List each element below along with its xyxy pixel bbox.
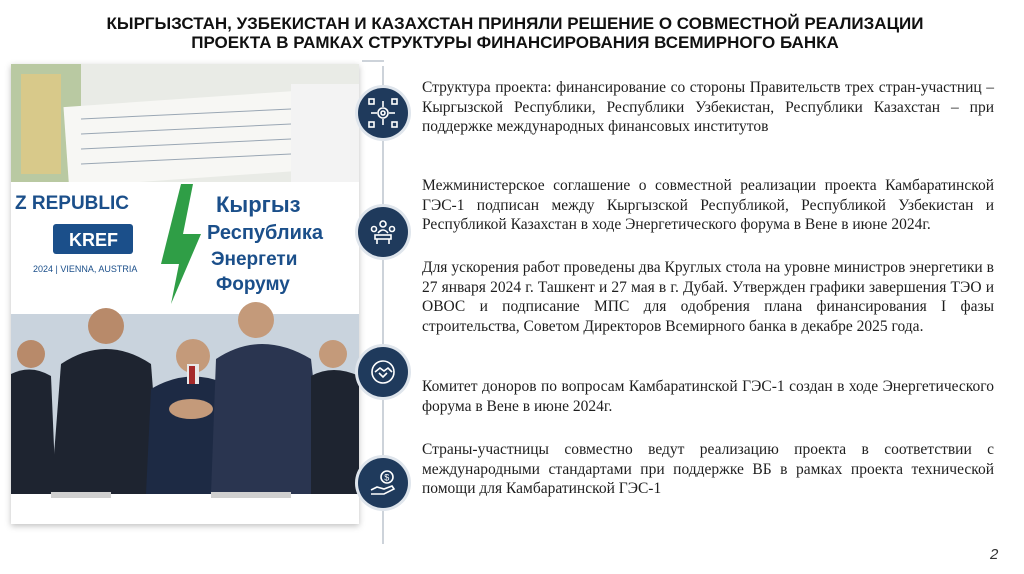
- section-donors-text: Комитет доноров по вопросам Камбаратинской ГЭС-1 создан в ходе Энергетического форума в Вене в июне 2024г.: [422, 378, 994, 415]
- signing-photo: [11, 64, 359, 524]
- money-hand-icon: [358, 458, 408, 508]
- banner-left-2: KREF: [69, 230, 118, 250]
- section-structure-text: Структура проекта: финансирование со стороны Правительств трех стран-участниц – Кыргызской Республики, Республики Узбекистан, Республики Казахстан – при поддержке международных финансовых институтов: [422, 79, 994, 135]
- page-title: [20, 14, 1010, 52]
- page-number: 2: [990, 546, 999, 563]
- banner-right-4: Форуму: [216, 274, 290, 295]
- svg-text:$: $: [384, 472, 390, 483]
- banner-left-3: 2024 | VIENNA, AUSTRIA: [33, 264, 138, 274]
- banner-left-1: Z REPUBLIC: [15, 193, 129, 214]
- section-roundtables-text: Для ускорения работ проведены два Круглых стола на уровне министров энергетики в 27 января 2024 г. Ташкент и 27 мая в г. Дубай. Утвержден графики завершения ТЭО и ОВОС и подписание МПС для одобрения плана финансирования I фазы строительства, Советом Директоров Всемирного банка в декабре 2025 года.: [422, 259, 994, 335]
- meeting-people-icon: [358, 207, 408, 257]
- handshake-icon: [358, 347, 408, 397]
- timeline-top-bar: [362, 60, 384, 62]
- section-agreement-text: Межминистерское соглашение о совместной реализации проекта Камбаратинской ГЭС-1 подписан между Кыргызской Республикой, Республикой Узбекистан и Республикой Казахстан в ходе Энергетического форума в Вене в июне 2024г.: [422, 177, 994, 233]
- title-line-1: КЫРГЫЗСТАН, УЗБЕКИСТАН И КАЗАХСТАН ПРИНЯЛИ РЕШЕНИЕ О СОВМЕСТНОЙ РЕАЛИЗАЦИИ: [106, 14, 924, 33]
- network-gear-icon: [358, 88, 408, 138]
- banner-right-1: Кыргыз: [216, 192, 301, 217]
- section-standards-text: Страны-участницы совместно ведут реализацию проекта в соответствии с международными стандартами при поддержке ВБ в рамках проекта технической помощи для Камбаратинской ГЭС-1: [422, 441, 994, 497]
- banner-right-2: Республика: [207, 222, 324, 244]
- banner-right-3: Энергети: [211, 249, 298, 270]
- title-line-2: ПРОЕКТА В РАМКАХ СТРУКТУРЫ ФИНАНСИРОВАНИЯ ВСЕМИРНОГО БАНКА: [191, 33, 839, 52]
